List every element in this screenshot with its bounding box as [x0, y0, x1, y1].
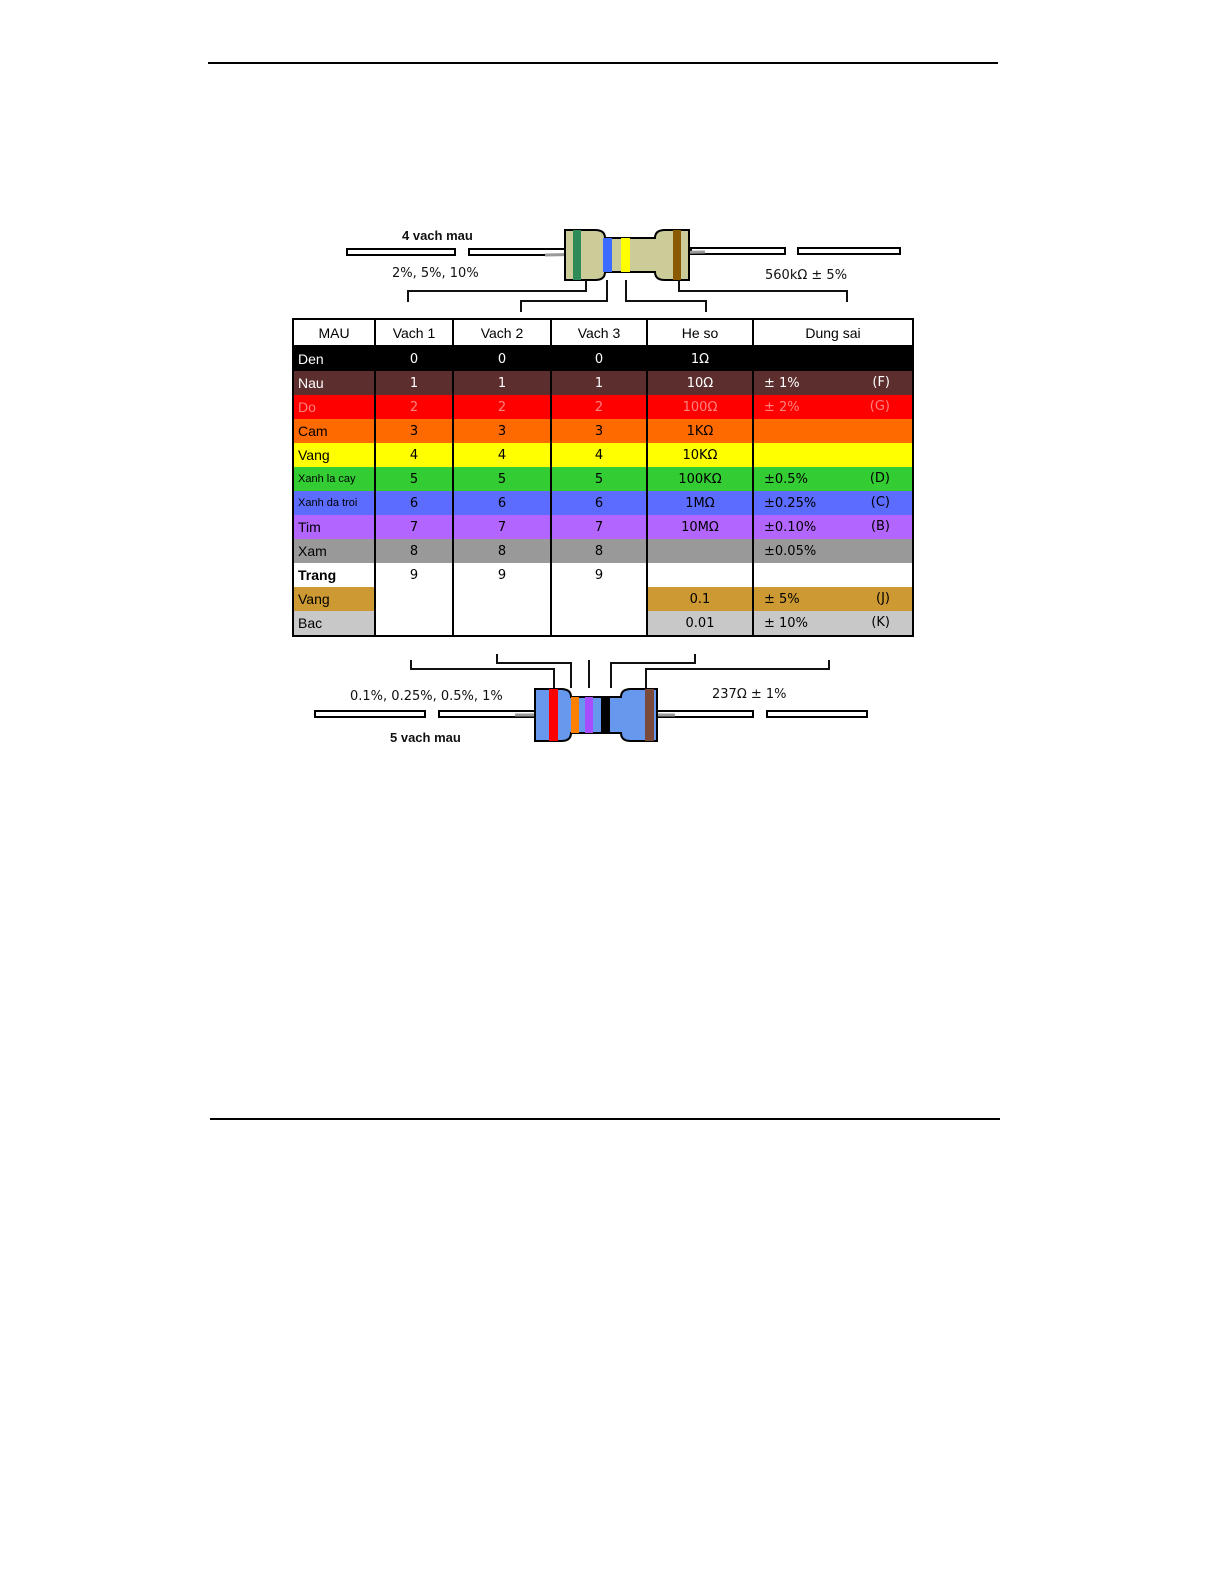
color-name-cell: Bac [293, 611, 375, 636]
band-1-digit-cell: 0 [375, 346, 453, 371]
bottom-tolerance-range: 0.1%, 0.25%, 0.5%, 1% [350, 689, 503, 704]
band-2-digit-cell: 6 [453, 491, 551, 515]
band-3-digit-cell [551, 587, 647, 611]
tolerance-code: (G) [869, 399, 890, 414]
header-dung-sai: Dung sai [753, 319, 913, 346]
connector-line [606, 280, 608, 302]
color-name-cell: Trang [293, 563, 375, 587]
connector-line [520, 300, 608, 302]
tolerance-cell [753, 563, 913, 587]
multiplier-cell: 0.1 [647, 587, 753, 611]
band-1-digit-cell: 5 [375, 467, 453, 491]
color-name-cell: Nau [293, 371, 375, 395]
band-3-digit-cell: 5 [551, 467, 647, 491]
table-row [293, 395, 913, 419]
multiplier-cell [647, 563, 753, 587]
tolerance-value: ± 1% [764, 375, 800, 391]
band-2-digit-cell: 4 [453, 443, 551, 467]
table-row [293, 587, 913, 611]
band-1-digit-cell: 9 [375, 563, 453, 587]
tolerance-cell [753, 467, 913, 491]
band-3-digit-cell: 1 [551, 371, 647, 395]
bottom-example-value: 237Ω ± 1% [712, 687, 787, 702]
bottom-left-bar [314, 710, 426, 718]
band-3-digit-cell: 8 [551, 539, 647, 563]
band-2-digit-cell: 1 [453, 371, 551, 395]
color-name-cell: Tim [293, 515, 375, 539]
color-name-cell: Do [293, 395, 375, 419]
table-row [293, 491, 913, 515]
tolerance-cell [753, 395, 913, 419]
multiplier-cell: 100Ω [647, 395, 753, 419]
color-name-cell: Xanh da troi [293, 491, 375, 515]
band-1-digit-cell: 7 [375, 515, 453, 539]
header-he-so: He so [647, 319, 753, 346]
band-2-digit-cell [453, 611, 551, 636]
tolerance-cell [753, 515, 913, 539]
band-3-digit-cell: 0 [551, 346, 647, 371]
table-row [293, 346, 913, 371]
multiplier-cell: 0.01 [647, 611, 753, 636]
tolerance-code: (C) [870, 495, 890, 510]
multiplier-cell: 100KΩ [647, 467, 753, 491]
header-mau: MAU [293, 319, 375, 346]
table-row [293, 467, 913, 491]
color-name-cell: Vang [293, 587, 375, 611]
table-row [293, 371, 913, 395]
tolerance-value: ±0.25% [764, 495, 817, 511]
tolerance-cell [753, 491, 913, 515]
table-row [293, 419, 913, 443]
color-name-cell: Vang [293, 443, 375, 467]
connector-line [846, 290, 848, 302]
band-2-digit-cell: 9 [453, 563, 551, 587]
bottom-right-bar [766, 710, 868, 718]
connector-line [645, 668, 830, 670]
band-1-digit-cell: 6 [375, 491, 453, 515]
multiplier-cell: 10KΩ [647, 443, 753, 467]
connector-line [610, 662, 696, 664]
band-1-digit-cell [375, 611, 453, 636]
tolerance-code: (J) [876, 591, 890, 606]
bottom-resistor-icon [515, 685, 675, 745]
band-1-digit-cell: 3 [375, 419, 453, 443]
tolerance-cell [753, 419, 913, 443]
band-2-digit-cell: 5 [453, 467, 551, 491]
tolerance-cell [753, 611, 913, 636]
tolerance-value: ± 10% [764, 615, 808, 631]
connector-line [705, 300, 707, 312]
tolerance-code: (F) [872, 375, 890, 390]
band-2-digit-cell: 3 [453, 419, 551, 443]
top-resistor-title: 4 vach mau [402, 228, 473, 243]
tolerance-code: (K) [871, 615, 890, 630]
band-3-digit-cell: 3 [551, 419, 647, 443]
connector-line [496, 662, 572, 664]
header-vach-3: Vach 3 [551, 319, 647, 346]
band-3-digit-cell: 9 [551, 563, 647, 587]
header-vach-2: Vach 2 [453, 319, 551, 346]
multiplier-cell [647, 539, 753, 563]
color-name-cell: Xam [293, 539, 375, 563]
tolerance-value: ±0.05% [764, 543, 817, 559]
table-row [293, 563, 913, 587]
table-row [293, 443, 913, 467]
band-3-digit-cell: 7 [551, 515, 647, 539]
band-3-digit-cell [551, 611, 647, 636]
tolerance-value: ± 5% [764, 591, 800, 607]
connector-line [625, 280, 627, 302]
band-3-digit-cell: 2 [551, 395, 647, 419]
color-name-cell: Xanh la cay [293, 467, 375, 491]
tolerance-value: ± 2% [764, 399, 800, 415]
connector-line [410, 668, 555, 670]
band-1-digit-cell: 4 [375, 443, 453, 467]
band-1-digit-cell [375, 587, 453, 611]
top-example-value: 560kΩ ± 5% [765, 268, 848, 283]
connector-line [407, 290, 587, 292]
footer-rule [210, 1118, 1000, 1120]
connector-line [694, 654, 696, 664]
tolerance-value: ±0.10% [764, 519, 817, 535]
band-2-digit-cell [453, 587, 551, 611]
band-2-digit-cell: 2 [453, 395, 551, 419]
resistor-color-code-figure [290, 220, 950, 760]
header-vach-1: Vach 1 [375, 319, 453, 346]
multiplier-cell: 10Ω [647, 371, 753, 395]
tolerance-cell [753, 346, 913, 371]
band-3-digit-cell: 4 [551, 443, 647, 467]
connector-line [625, 300, 707, 302]
band-1-digit-cell: 2 [375, 395, 453, 419]
bottom-resistor-title: 5 vach mau [390, 730, 461, 745]
band-1-digit-cell: 1 [375, 371, 453, 395]
connector-line [678, 290, 848, 292]
multiplier-cell: 1MΩ [647, 491, 753, 515]
multiplier-cell: 1KΩ [647, 419, 753, 443]
tolerance-cell [753, 587, 913, 611]
tolerance-code: (D) [869, 471, 890, 486]
table-row [293, 539, 913, 563]
table-row [293, 515, 913, 539]
color-name-cell: Cam [293, 419, 375, 443]
tolerance-cell [753, 539, 913, 563]
color-name-cell: Den [293, 346, 375, 371]
header-rule [208, 62, 998, 64]
band-2-digit-cell: 8 [453, 539, 551, 563]
band-2-digit-cell: 7 [453, 515, 551, 539]
color-code-table [292, 318, 914, 637]
band-2-digit-cell: 0 [453, 346, 551, 371]
multiplier-cell: 10MΩ [647, 515, 753, 539]
connector-line [588, 660, 590, 688]
top-tolerance-range: 2%, 5%, 10% [392, 266, 479, 281]
top-right-bar [797, 247, 901, 255]
tolerance-value: ±0.5% [764, 471, 808, 487]
tolerance-code: (B) [870, 519, 890, 534]
top-left-bar [346, 248, 456, 256]
table-row [293, 611, 913, 636]
band-1-digit-cell: 8 [375, 539, 453, 563]
multiplier-cell: 1Ω [647, 346, 753, 371]
table-header-row [293, 319, 913, 346]
connector-line [828, 660, 830, 670]
tolerance-cell [753, 443, 913, 467]
connector-line [585, 280, 587, 292]
band-3-digit-cell: 6 [551, 491, 647, 515]
tolerance-cell [753, 371, 913, 395]
